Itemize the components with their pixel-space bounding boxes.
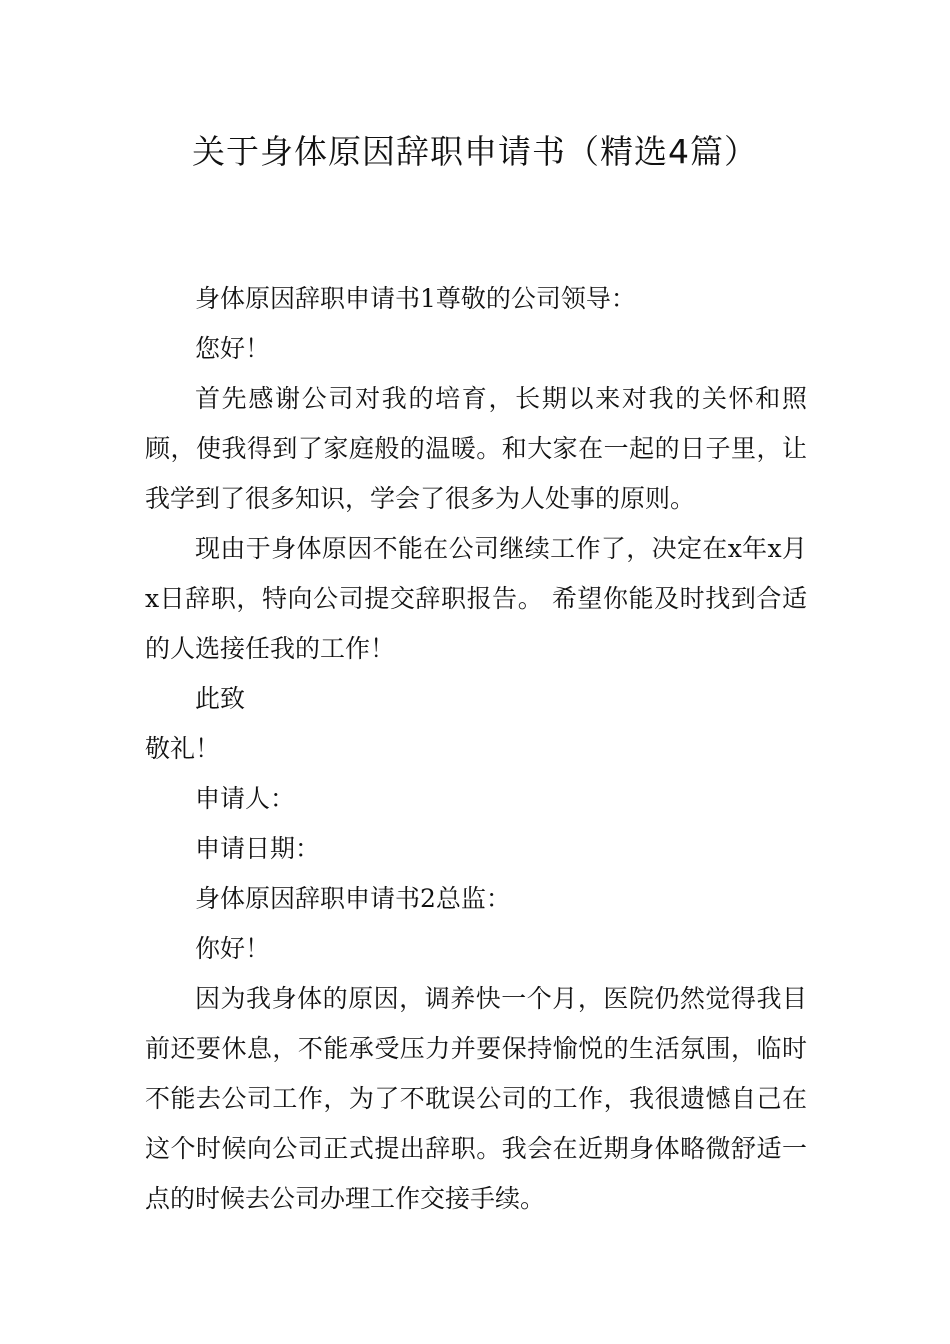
letter1-greeting: 您好！ — [195, 334, 271, 363]
letter1-closing: 此致 — [195, 684, 246, 713]
document-title: 关于身体原因辞职申请书（精选4篇） — [192, 132, 758, 171]
letter2-paragraph-reason: 因为我身体的原因，调养快一个月，医院仍然觉得我目前还要休息，不能承受压力并要保持愉悦的生活氛围，临时不能去公司工作，为了不耽误公司的工作，我很遗憾自己在这个时候向公司正式提出辞职。我会在近期身体略微舒适一点的时候去公司办理工作交接手续。 — [145, 984, 807, 1213]
letter2-greeting: 你好！ — [195, 934, 271, 963]
letter1-salutation: 敬礼！ — [145, 734, 221, 763]
letter1-applicant: 申请人： — [195, 784, 296, 813]
document-body — [145, 274, 807, 1224]
letter2-heading: 身体原因辞职申请书2总监： — [195, 884, 511, 913]
letter1-heading: 身体原因辞职申请书1尊敬的公司领导： — [195, 284, 636, 313]
letter1-paragraph-thanks: 首先感谢公司对我的培育，长期以来对我的关怀和照顾，使我得到了家庭般的温暖。和大家在一起的日子里，让我学到了很多知识，学会了很多为人处事的原则。 — [145, 384, 807, 513]
letter1-date: 申请日期： — [195, 834, 321, 863]
letter1-paragraph-resignation: 现由于身体原因不能在公司继续工作了，决定在x年x月x日辞职，特向公司提交辞职报告。 希望你能及时找到合适的人选接任我的工作！ — [145, 534, 807, 663]
